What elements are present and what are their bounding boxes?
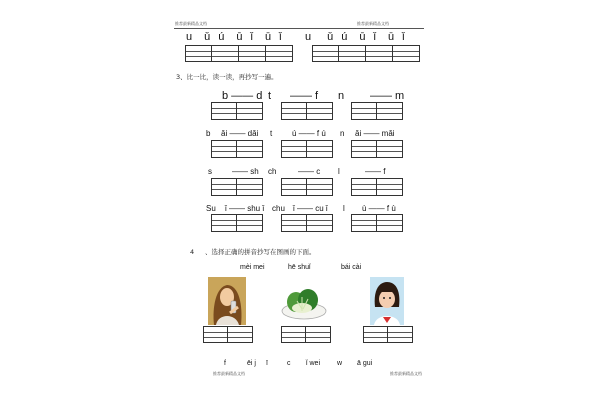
bottom-f: f	[224, 360, 226, 367]
woman-drinking-image	[208, 277, 246, 325]
writing-grid[interactable]	[281, 102, 333, 120]
writing-grid[interactable]	[203, 326, 253, 343]
writing-grid[interactable]	[363, 326, 413, 343]
top-row-right	[305, 32, 405, 43]
section4-title: 、选择正确的拼音抄写在图画的下面。	[205, 248, 316, 256]
row1-mid-t: t	[268, 90, 272, 102]
row3-d: —— c	[298, 167, 321, 176]
row2-b: ǎi —— dǎi	[221, 129, 259, 138]
writing-grid[interactable]	[211, 214, 263, 232]
writing-grid[interactable]	[312, 45, 420, 62]
row3-c: ch	[268, 167, 277, 176]
writing-grid[interactable]	[211, 140, 263, 158]
header-rule	[174, 28, 424, 29]
row2-d: ú —— f ú	[292, 129, 326, 138]
writing-grid[interactable]	[211, 178, 263, 196]
section4-number: 4	[190, 248, 195, 256]
pinyin: ū	[264, 31, 272, 43]
bottom-c: c	[287, 360, 291, 367]
pinyin: ū	[359, 31, 366, 43]
header-right: 推荐最新精品文档	[357, 21, 389, 26]
row2-a: b	[206, 129, 211, 138]
writing-grid[interactable]	[351, 102, 403, 120]
row2-f: ǎi —— mǎi	[355, 129, 395, 138]
option-baicai: bái cài	[341, 264, 362, 271]
writing-grid[interactable]	[281, 178, 333, 196]
writing-grid[interactable]	[351, 214, 403, 232]
row2-e: n	[340, 129, 345, 138]
pinyin: ǐ	[373, 31, 376, 43]
row4-e: l	[343, 204, 345, 213]
pinyin: ǔ	[327, 31, 334, 43]
pinyin: u	[186, 31, 193, 43]
writing-grid[interactable]	[351, 178, 403, 196]
pinyin: ū	[387, 31, 395, 43]
header-left: 推荐最新精品文档	[175, 21, 207, 26]
bottom-w: w	[337, 360, 343, 367]
pinyin: u	[305, 31, 312, 43]
pinyin: ú	[341, 31, 348, 43]
option-heshui: hē shuǐ	[288, 264, 311, 271]
girl-image	[370, 277, 404, 325]
footer-left: 推荐最新精品文档	[213, 371, 245, 376]
row4-d: ǐ —— cu ǐ	[293, 204, 328, 213]
row4-c: chu	[272, 204, 285, 213]
pinyin: ǐ	[279, 31, 282, 43]
pinyin: ú	[218, 31, 225, 43]
row4-f: ù —— f ù	[362, 204, 396, 213]
pinyin: ǐ	[402, 31, 405, 43]
writing-grid[interactable]	[211, 102, 263, 120]
top-row-left	[186, 32, 282, 43]
section3-title: 3、比一比，读一读，再抄写一遍。	[176, 73, 278, 81]
writing-grid[interactable]	[281, 140, 333, 158]
pinyin: ū	[236, 31, 243, 43]
row1-right: —— m	[370, 90, 405, 102]
bottom-iwei: ǐ wei	[306, 360, 321, 367]
row3-b: —— sh	[232, 167, 259, 176]
row4-b: ǐ —— shu ǐ	[225, 204, 265, 213]
row1-left: b —— d	[222, 90, 263, 102]
writing-grid[interactable]	[185, 45, 293, 62]
row1-right-n: n	[338, 90, 345, 102]
footer-right: 推荐最新精品文档	[390, 371, 422, 376]
writing-grid[interactable]	[281, 326, 331, 343]
bottom-eij: ēi j	[247, 360, 256, 367]
bottom-agui: ā gui	[357, 360, 373, 367]
row1-mid: —— f	[290, 90, 319, 102]
row2-c: t	[270, 129, 273, 138]
bottom-i: ī	[266, 360, 268, 367]
option-meimei: mèi mei	[240, 264, 265, 271]
writing-grid[interactable]	[351, 140, 403, 158]
row3-a: s	[208, 167, 212, 176]
cabbage-image	[280, 285, 328, 321]
row3-e: l	[338, 167, 340, 176]
row3-f: —— f	[365, 167, 386, 176]
pinyin: ǔ	[204, 31, 211, 43]
writing-grid[interactable]	[281, 214, 333, 232]
pinyin: ǐ	[250, 31, 253, 43]
row4-a: Su	[206, 204, 216, 213]
